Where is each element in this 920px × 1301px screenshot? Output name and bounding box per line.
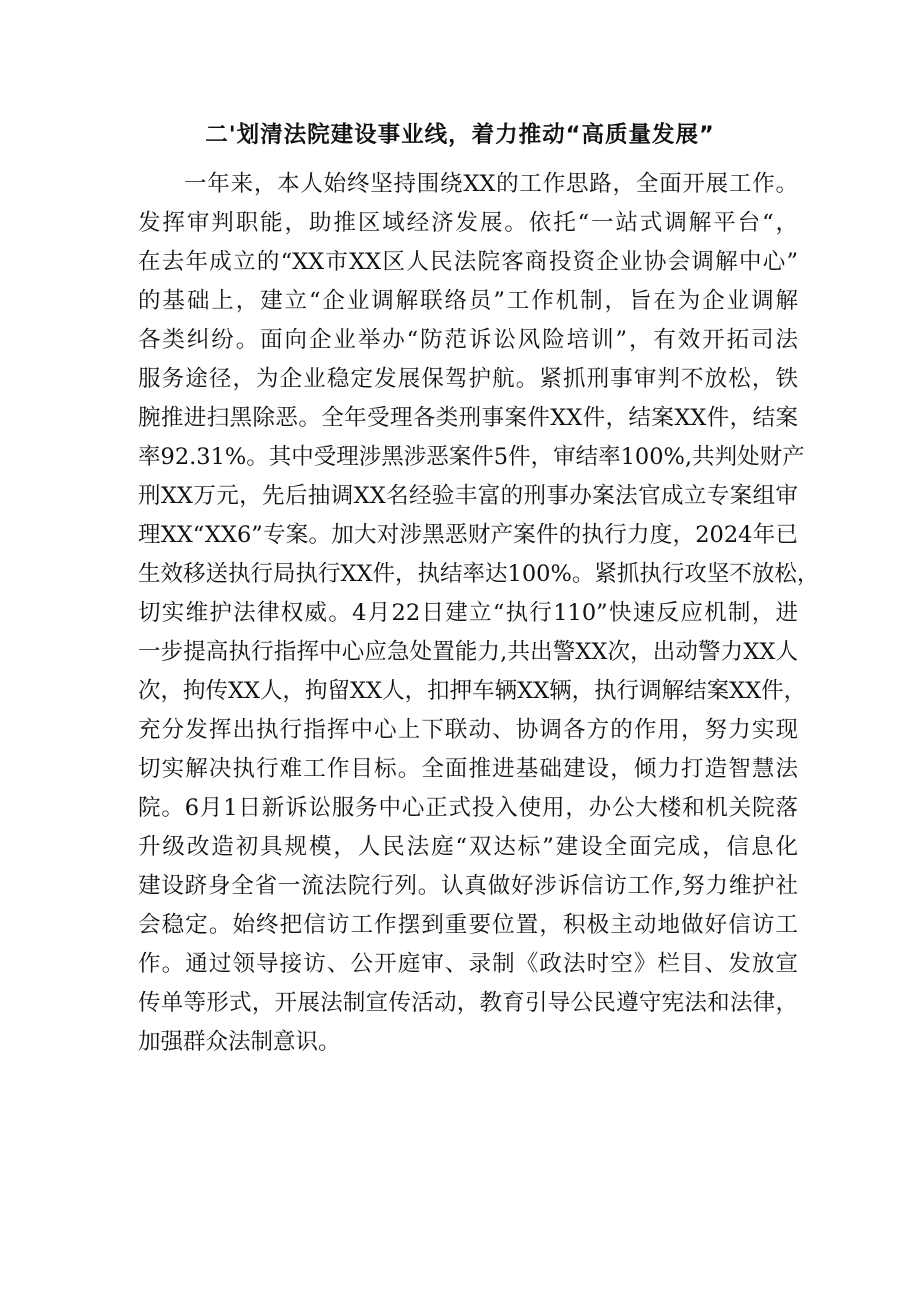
paragraph-line: 切实解决执行难工作目标。全面推进基础建设，倾力打造智慧法 [138, 756, 798, 782]
paragraph-line: 会稳定。始终把信访工作摆到重要位置，积极主动地做好信访工 [138, 912, 798, 938]
paragraph-line: 率92.31%。其中受理涉黑涉恶案件5件，审结率100%,共判处财产 [138, 444, 805, 470]
paragraph-line: 在去年成立的“XX市XX区人民法院客商投资企业协会调解中心” [138, 249, 798, 275]
paragraph-line: 建设跻身全省一流法院行列。认真做好涉诉信访工作,努力维护社 [138, 873, 798, 899]
paragraph-line: 切实维护法律权威。4月22日建立“执行110”快速反应机制，进 [138, 600, 798, 626]
paragraph-line: 生效移送执行局执行XX件，执结率达100%。紧抓执行攻坚不放松， [138, 561, 820, 587]
paragraph-line: 的基础上，建立“企业调解联络员”工作机制，旨在为企业调解 [138, 288, 798, 314]
paragraph-line: 院。6月1日新诉讼服务中心正式投入使用，办公大楼和机关院落 [138, 795, 798, 821]
paragraph-line: 腕推进扫黑除恶。全年受理各类刑事案件XX件，结案XX件，结案 [138, 405, 798, 431]
paragraph-line: 一步提高执行指挥中心应急处置能力,共出警XX次，出动警力XX人 [138, 639, 798, 665]
paragraph-line: 发挥审判职能，助推区域经济发展。依托“一站式调解平台“， [138, 210, 798, 236]
paragraph-line: 刑XX万元，先后抽调XX名经验丰富的刑事办案法官成立专案组审 [138, 483, 798, 509]
body-paragraph [138, 165, 820, 1062]
paragraph-line: 各类纠纷。面向企业举办“防范诉讼风险培训”，有效开拓司法 [138, 327, 798, 353]
paragraph-line: 理XX“XX6”专案。加大对涉黑恶财产案件的执行力度，2024年已 [138, 522, 798, 548]
paragraph-line: 升级改造初具规模，人民法庭“双达标”建设全面完成，信息化 [138, 834, 798, 860]
paragraph-line: 服务途径，为企业稳定发展保驾护航。紧抓刑事审判不放松，铁 [138, 366, 798, 392]
paragraph-line: 次，拘传XX人，拘留XX人，扣押车辆XX辆，执行调解结案XX件， [138, 678, 807, 704]
paragraph-line: 传单等形式，开展法制宣传活动，教育引导公民遵守宪法和法律， [138, 990, 798, 1016]
paragraph-line: 一年来，本人始终坚持围绕XX的工作思路，全面开展工作。 [184, 171, 798, 197]
paragraph-line: 作。通过领导接访、公开庭审、录制《政法时空》栏目、发放宣 [138, 951, 798, 977]
section-heading: 二'划清法院建设事业线，着力推动“高质量发展” [205, 122, 715, 148]
paragraph-line: 充分发挥出执行指挥中心上下联动、协调各方的作用，努力实现 [138, 717, 798, 743]
paragraph-line: 加强群众法制意识。 [138, 1029, 341, 1055]
